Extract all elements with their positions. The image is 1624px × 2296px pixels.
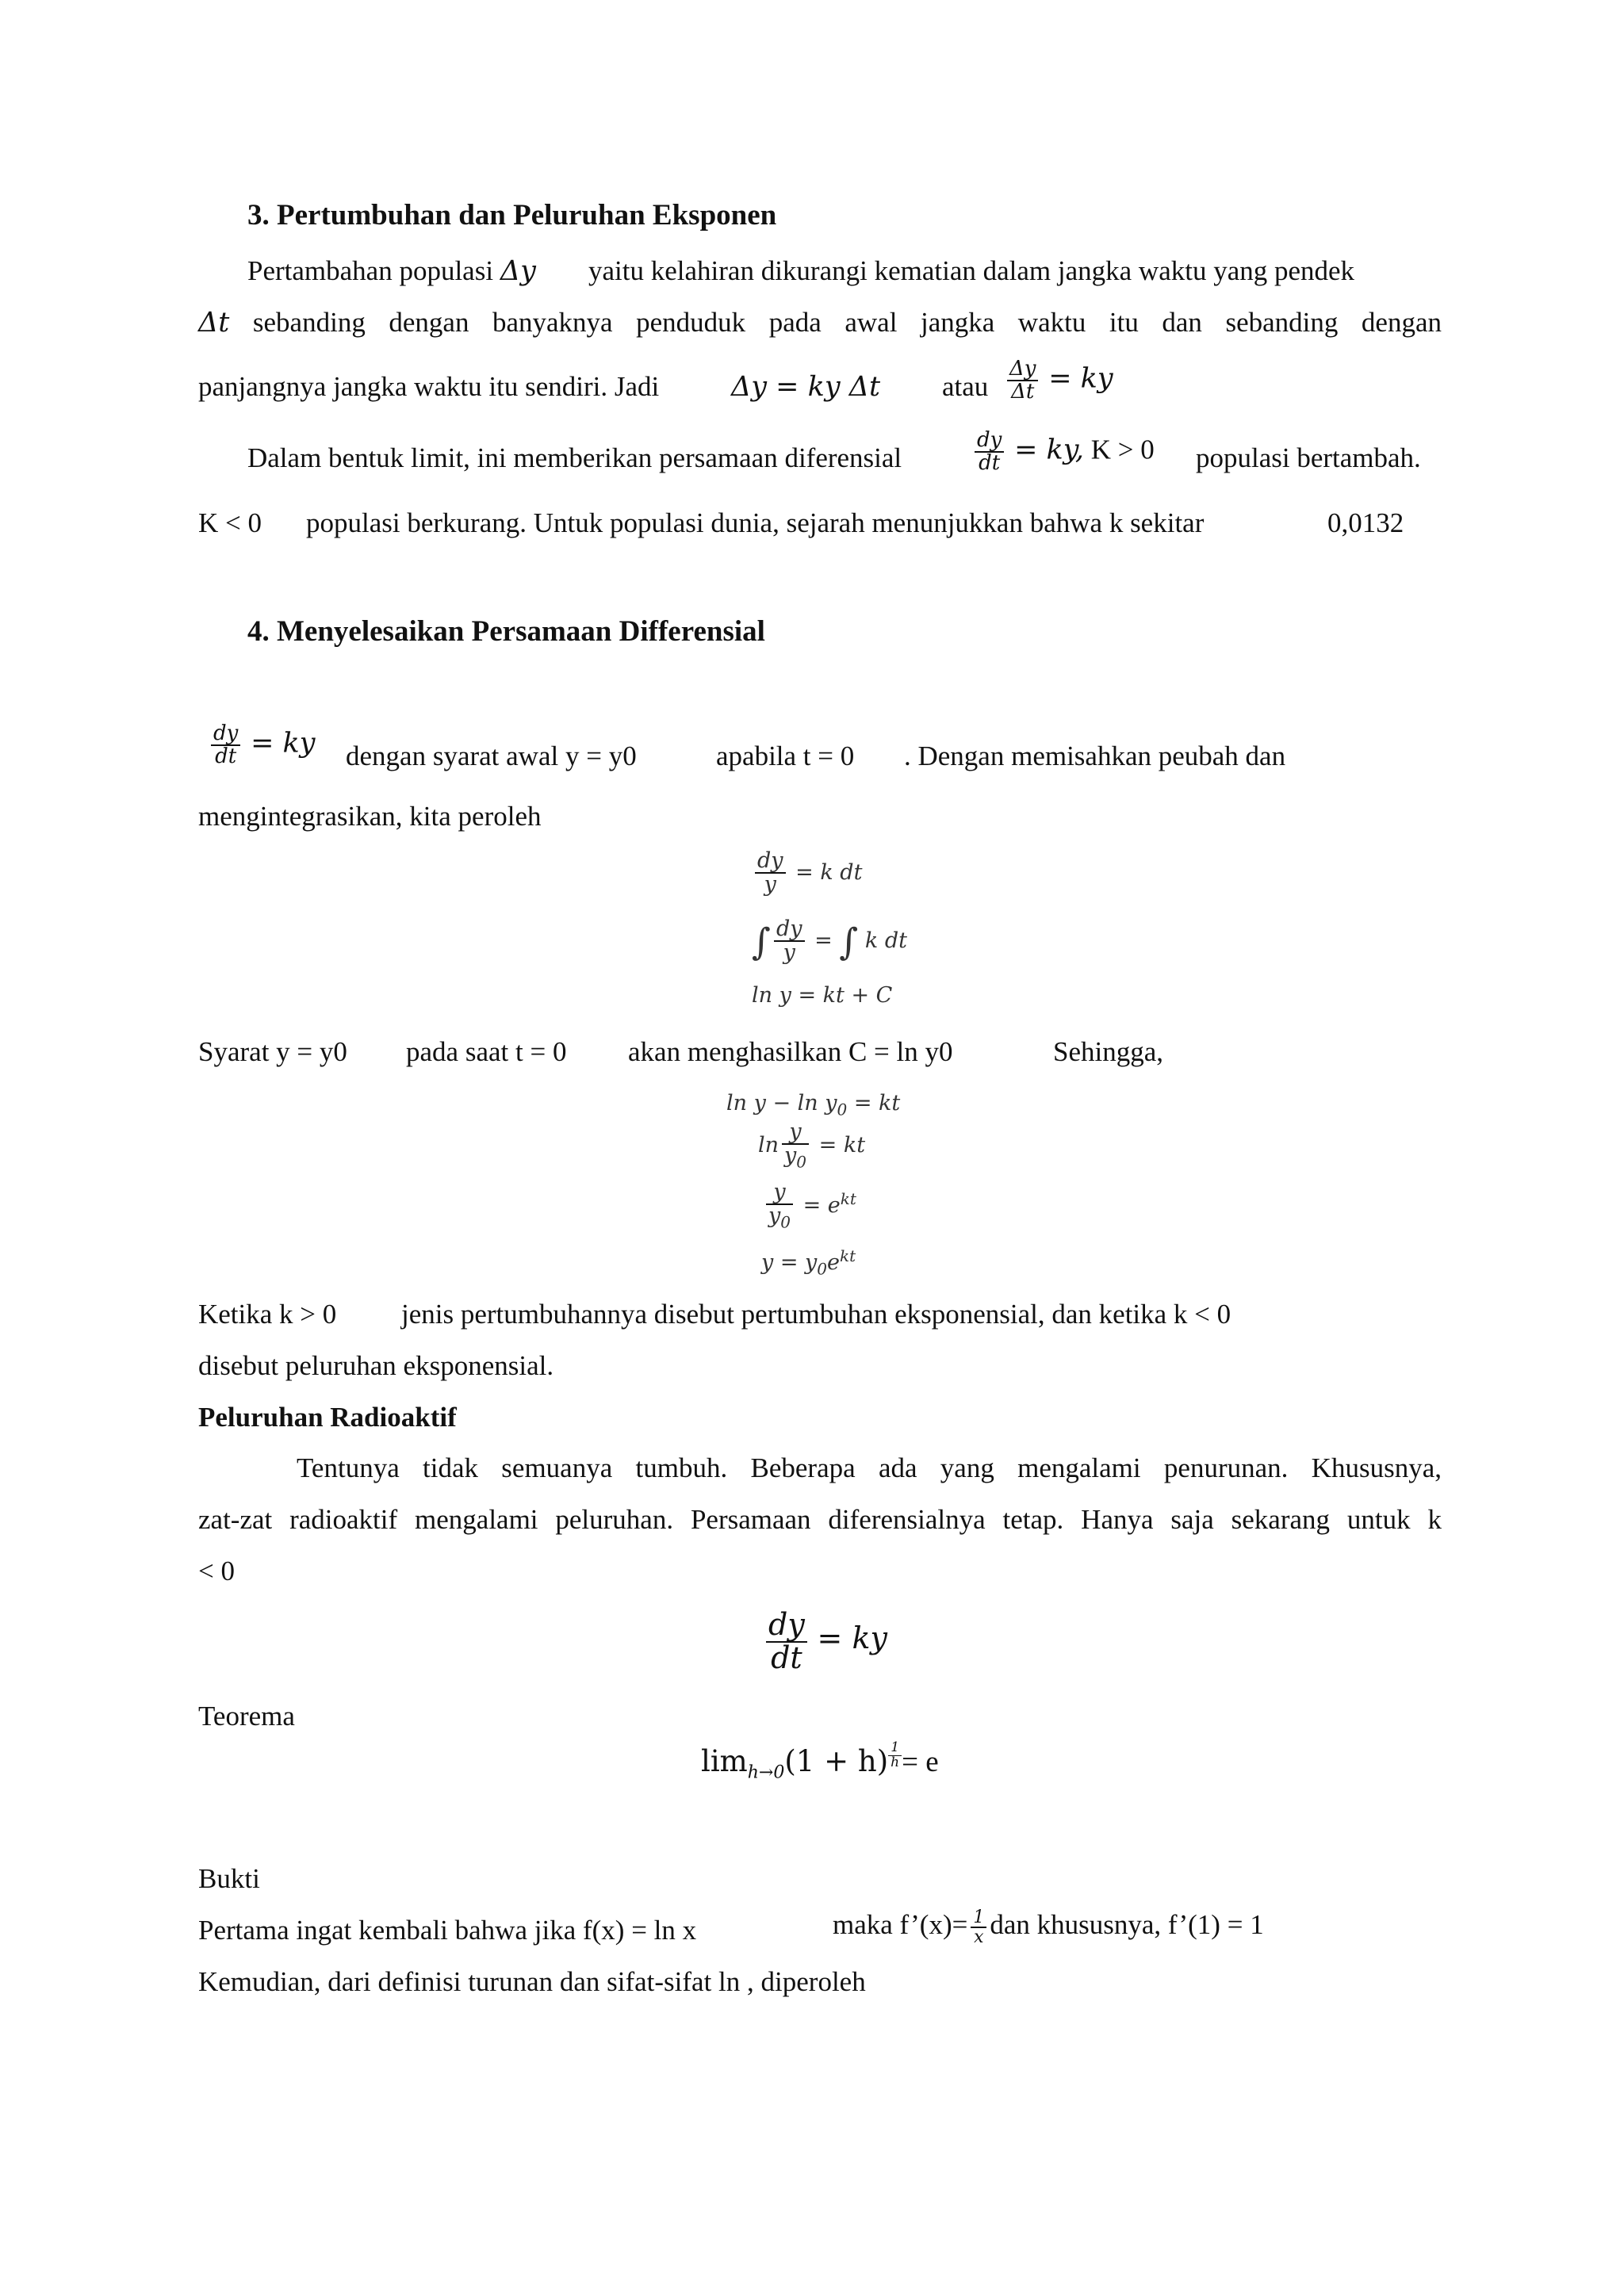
sehingga: Sehingga, bbox=[1053, 1036, 1164, 1067]
s3-line1-left bbox=[247, 255, 536, 287]
growth-text: jenis pertumbuhannya disebut pertumbuhan eksponensial, dan ketika k < 0 bbox=[401, 1299, 1231, 1330]
eq-lhs: y = y bbox=[761, 1250, 818, 1275]
s4-eq-rhs: = ky bbox=[251, 727, 316, 760]
superscript: kt bbox=[840, 1246, 856, 1265]
integral-sign: ∫ bbox=[839, 920, 859, 963]
eq-delta-frac bbox=[1004, 358, 1113, 404]
proof-line2: Kemudian, dari definisi turunan dan sifat-sifat ln , diperoleh bbox=[198, 1966, 866, 1997]
k-negative: K < 0 bbox=[198, 507, 262, 538]
s4-when: apabila t = 0 bbox=[716, 740, 855, 771]
frac-rhs: = ky bbox=[1048, 362, 1113, 395]
s3-text: sebanding dengan banyaknya penduduk pada awal jangka waktu itu dan sebanding dengan bbox=[252, 307, 1442, 338]
s3-line2 bbox=[198, 307, 1442, 339]
s3-line5: populasi berkurang. Untuk populasi dunia, sejarah menunjukkan bahwa k sekitar bbox=[306, 507, 1205, 538]
proof-label: Bukti bbox=[198, 1863, 260, 1894]
limit-rhs: = ky, bbox=[1014, 434, 1085, 466]
frac-num: dy bbox=[755, 850, 786, 874]
eq-rhs: = kt bbox=[853, 1091, 901, 1115]
delta-t: Δt bbox=[198, 307, 230, 339]
eq-rhs: k dt bbox=[864, 928, 907, 953]
radio-eq bbox=[763, 1609, 887, 1674]
s3-line1-right: yaitu kelahiran dikurangi kematian dalam jangka waktu yang pendek bbox=[588, 255, 1355, 286]
s3-line4-text: Dalam bentuk limit, ini memberikan persamaan diferensial bbox=[247, 442, 902, 473]
frac-num: dy bbox=[766, 1609, 807, 1643]
superscript: kt bbox=[840, 1188, 856, 1208]
decay-text: disebut peluruhan eksponensial. bbox=[198, 1350, 554, 1381]
eq-rhs: = k dt bbox=[795, 859, 863, 885]
s3-line4-end: populasi bertambah. bbox=[1196, 442, 1421, 473]
eq-exp-ratio bbox=[763, 1181, 856, 1231]
s3-line3: panjangnya jangka waktu itu sendiri. Jadi bbox=[198, 371, 660, 402]
frac-den: dt bbox=[215, 744, 237, 769]
radioactive-heading: Peluruhan Radioaktif bbox=[198, 1402, 457, 1433]
eq-separate bbox=[752, 850, 862, 897]
eq-solution: $y = y_0e^{kt}$ bbox=[761, 1246, 856, 1279]
eq-ln-diff bbox=[726, 1091, 900, 1119]
frac-den: x bbox=[974, 1927, 984, 1948]
syarat: Syarat y = y0 bbox=[198, 1036, 347, 1067]
section-3-heading: 3. Pertumbuhan dan Peluruhan Eksponen bbox=[247, 199, 777, 232]
proof-line1a: Pertama ingat kembali bahwa jika f(x) = ln x bbox=[198, 1915, 697, 1946]
s4-line2: mengintegrasikan, kita peroleh bbox=[198, 801, 542, 832]
k-value: 0,0132 bbox=[1327, 507, 1404, 538]
frac-num: dy bbox=[975, 430, 1004, 453]
radio-line1: Tentunya tidak semuanya tumbuh. Beberapa ada yang mengalami penurunan. Khususnya, bbox=[297, 1452, 1442, 1483]
frac-num: y bbox=[782, 1121, 809, 1145]
frac-num: y bbox=[766, 1181, 793, 1205]
eq-lhs: ln y − ln y bbox=[726, 1091, 837, 1115]
derivative: maka f’(x)= bbox=[833, 1909, 968, 1941]
eq-rhs: = e bbox=[802, 1192, 841, 1218]
frac-num: Δy bbox=[1007, 358, 1038, 381]
delta-y: Δy bbox=[500, 255, 536, 287]
eq-integrate: ∫ $\frac{dy}{y}$ = ∫ k dt bbox=[752, 916, 907, 966]
frac-num: dy bbox=[211, 723, 240, 746]
frac-den: Δt bbox=[1011, 380, 1035, 404]
lim-subscript: h→0 bbox=[747, 1762, 785, 1783]
atau: atau bbox=[942, 371, 989, 402]
frac-num: dy bbox=[774, 918, 805, 942]
eq-limit bbox=[971, 430, 1155, 475]
ketika: Ketika k > 0 bbox=[198, 1299, 337, 1330]
k-positive: K > 0 bbox=[1090, 434, 1155, 465]
radio-line3: < 0 bbox=[198, 1556, 235, 1586]
saat: pada saat t = 0 bbox=[406, 1036, 567, 1067]
frac-den: y bbox=[764, 872, 776, 897]
eq-ln: ln y = kt + C bbox=[752, 983, 893, 1008]
frac-num: 1 bbox=[971, 1908, 986, 1928]
section-4-heading: 4. Menyelesaikan Persamaan Differensial bbox=[247, 615, 765, 648]
frac-den: y bbox=[783, 940, 795, 966]
hasil: akan menghasilkan C = ln y0 bbox=[628, 1036, 953, 1067]
frac-den: dt bbox=[979, 451, 1001, 476]
s4-cont: . Dengan memisahkan peubah dan bbox=[904, 740, 1286, 771]
eq-ln-ratio bbox=[758, 1121, 865, 1171]
exp-den: h bbox=[891, 1754, 900, 1770]
s4-eq bbox=[208, 723, 316, 768]
integral-sign: ∫ bbox=[752, 920, 771, 963]
eq-rhs: = kt bbox=[818, 1132, 866, 1158]
theorem-label: Teorema bbox=[198, 1701, 295, 1732]
radio-line2: zat-zat radioaktif mengalami peluruhan. Persamaan diferensialnya tetap. Hanya saja sekarang untuk k bbox=[198, 1504, 1442, 1535]
proof-line1c: dan khususnya, f’(1) = 1 bbox=[990, 1909, 1264, 1941]
limit-expression bbox=[701, 1739, 939, 1783]
subscript: 0 bbox=[837, 1100, 848, 1119]
frac-den: $y_0$ bbox=[768, 1203, 791, 1232]
lim-body: (1 + h) bbox=[784, 1744, 889, 1778]
s4-cond: dengan syarat awal y = y0 bbox=[346, 740, 637, 771]
frac-den: $y_0$ bbox=[784, 1143, 807, 1172]
eq-rhs: = ky bbox=[817, 1620, 887, 1655]
exp-num: 1 bbox=[888, 1741, 902, 1756]
ln-label: ln bbox=[758, 1132, 779, 1158]
lim: lim bbox=[701, 1744, 748, 1778]
proof-line1b bbox=[833, 1908, 1264, 1946]
frac-den: dt bbox=[771, 1640, 802, 1675]
lim-rhs: = e bbox=[902, 1746, 939, 1778]
s3-text: Pertambahan populasi bbox=[247, 255, 494, 286]
eq-delta: Δy = ky Δt bbox=[731, 371, 881, 403]
